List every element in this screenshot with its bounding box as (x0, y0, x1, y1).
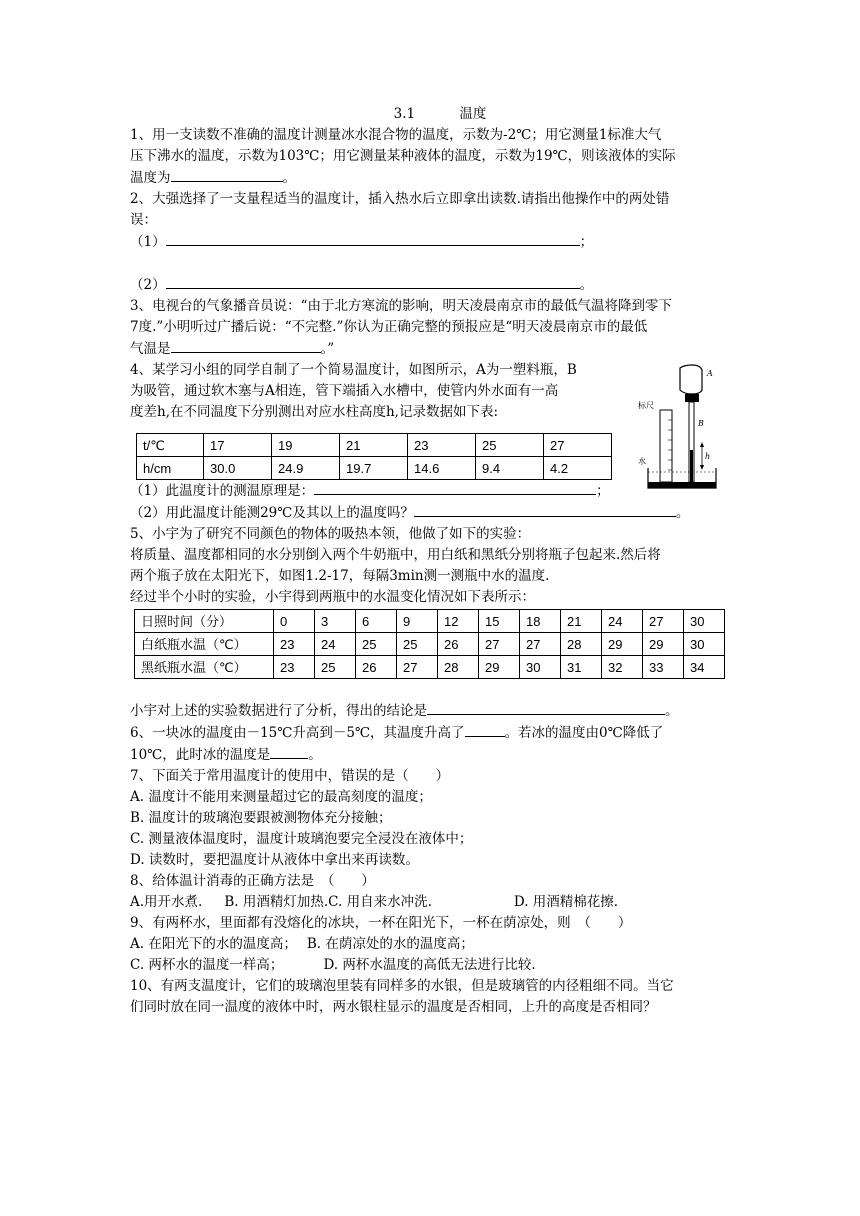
q8-options (130, 892, 730, 913)
question-8 (130, 871, 730, 913)
table-cell: 18 (520, 610, 561, 633)
table-row (135, 610, 725, 633)
answer-blank[interactable] (166, 231, 580, 246)
option-a[interactable]: A. 温度计不能用来测量超过它的最高刻度的温度； (130, 789, 432, 805)
q1-prefix: 温度为 (130, 170, 171, 186)
q5-line: 将质量、温度都相同的水分别倒入两个牛奶瓶中，用白纸和黑纸分别将瓶子包起来.然后将 (130, 547, 661, 563)
q6-text: 10℃，此时冰的温度是 (130, 747, 271, 763)
q6-text: 。若冰的温度由0℃降低了 (504, 725, 664, 741)
question-10 (130, 976, 730, 1018)
table-cell: 17 (204, 434, 272, 457)
q5-suffix: 。 (665, 703, 679, 719)
q4-line: 4、某学习小组的同学自制了一个简易温度计，如图所示，A为一塑料瓶，B (130, 362, 577, 378)
table-cell: 27 (544, 434, 612, 457)
table-cell: 30 (520, 656, 561, 679)
table-cell: 28 (438, 656, 479, 679)
question-9 (130, 913, 730, 976)
q2-item-2 (130, 274, 730, 296)
table-cell: 6 (356, 610, 397, 633)
table-cell: 24 (315, 633, 356, 656)
q4-line: 为吸管，通过软木塞与A相连，管下端插入水槽中，使管内外水面有一高 (130, 383, 559, 399)
q1-line: 压下沸水的温度，示数为103℃；用它测量某种液体的温度，示数为19℃，则该液体的实际 (130, 148, 676, 164)
table-cell: 黑纸瓶水温（℃） (135, 656, 274, 679)
q2-item-label: （1） (130, 234, 166, 250)
q5-line: 经过半个小时的实验，小宇得到两瓶中的水温变化情况如下表所示： (130, 589, 535, 605)
answer-blank[interactable] (465, 722, 505, 737)
worksheet-page (130, 104, 730, 1018)
q4-line: 度差h,在不同温度下分别测出对应水柱高度h,记录数据如下表: (130, 404, 499, 420)
table-cell: 24 (602, 610, 643, 633)
q5-line: 5、小宇为了研究不同颜色的物体的吸热本领，他做了如下的实验： (130, 526, 531, 542)
q4-sub-label: （2）用此温度计能测29℃及其以上的温度吗？ (130, 505, 414, 521)
table-cell: 23 (408, 434, 476, 457)
label-a: A (707, 369, 713, 378)
answer-blank[interactable] (414, 502, 676, 517)
q3-suffix: 。” (320, 341, 335, 357)
option-a[interactable]: A. 在阳光下的水的温度高； (130, 936, 297, 952)
spacer (130, 253, 730, 274)
answer-blank[interactable] (171, 338, 321, 353)
question-1 (130, 125, 730, 189)
label-ruler: 标尺 (638, 401, 654, 410)
question-2 (130, 189, 730, 296)
q9-options-row-1 (130, 934, 730, 955)
table-cell: 34 (684, 656, 725, 679)
table-cell: 26 (438, 633, 479, 656)
section-title: 温度 (459, 106, 487, 122)
option-a[interactable]: A.用开水煮. (130, 894, 203, 910)
table-cell: 33 (643, 656, 684, 679)
q4-sub-label: （1）此温度计的测温原理是： (130, 483, 315, 499)
q2-suffix: 。 (579, 277, 594, 293)
option-d[interactable]: D. 两杯水温度的高低无法进行比较. (323, 957, 536, 973)
ruler (660, 410, 672, 482)
table-cell: 12 (438, 610, 479, 633)
table-cell: 30 (684, 633, 725, 656)
table-row (135, 633, 725, 656)
thermometer-diagram (634, 364, 718, 494)
q5-data-table (134, 609, 725, 679)
q2-item-1 (130, 231, 730, 253)
table-cell: 26 (356, 656, 397, 679)
table-cell: 27 (520, 633, 561, 656)
q6-line-2 (130, 744, 730, 766)
table-cell: 32 (602, 656, 643, 679)
table-cell: 21 (561, 610, 602, 633)
answer-blank[interactable] (427, 700, 665, 715)
table-cell: 24.9 (272, 457, 340, 480)
q3-prefix: 气温是 (130, 341, 171, 357)
table-cell: 14.6 (408, 457, 476, 480)
q1-suffix: 。 (282, 170, 296, 186)
table-cell: 日照时间（分） (135, 610, 274, 633)
table-cell: 29 (643, 633, 684, 656)
option-b[interactable]: B. 在荫凉处的水的温度高； (306, 936, 474, 952)
q8-stem: 8、给体温计消毒的正确方法是 （ ） (130, 873, 375, 889)
q2-suffix: ； (579, 234, 594, 250)
table-cell: 4.2 (544, 457, 612, 480)
table-cell: 30 (684, 610, 725, 633)
table-cell: 25 (397, 633, 438, 656)
q6-text: 6、一块冰的温度由－15℃升高到－5℃，其温度升高了 (130, 725, 465, 741)
table-cell: 白纸瓶水温（℃） (135, 633, 274, 656)
question-7 (130, 766, 730, 871)
q10-line: 10、有两支温度计，它们的玻璃泡里装有同样多的水银，但是玻璃管的内径粗细不同。当它 (130, 978, 674, 994)
table-cell: 27 (479, 633, 520, 656)
option-c[interactable]: C. 测量液体温度时，温度计玻璃泡要完全浸没在液体中； (130, 831, 473, 847)
q9-stem: 9、有两杯水，里面都有没熔化的冰块，一杯在阳光下，一杯在荫凉处，则 （ ） (130, 915, 632, 931)
q10-line: 们同时放在同一温度的液体中时，两水银柱显示的温度是否相同，上升的高度是否相同？ (130, 999, 657, 1015)
q6-line-1 (130, 722, 730, 744)
water-column (690, 450, 693, 482)
table-cell: 29 (479, 656, 520, 679)
table-cell: 27 (397, 656, 438, 679)
table-cell: t/℃ (137, 434, 204, 457)
option-b[interactable]: B. 用酒精灯加热. (224, 894, 329, 910)
table-cell: 29 (602, 633, 643, 656)
table-cell: 27 (643, 610, 684, 633)
q9-options-row-2 (130, 955, 730, 976)
table-cell: 28 (561, 633, 602, 656)
option-b[interactable]: B. 温度计的玻璃泡要跟被测物体充分接触； (130, 810, 392, 826)
table-cell: 19.7 (340, 457, 408, 480)
cork (685, 394, 699, 402)
answer-blank[interactable] (166, 274, 580, 289)
table-cell: 31 (561, 656, 602, 679)
table-cell: 25 (356, 633, 397, 656)
bottle-a (680, 365, 702, 394)
table-row (137, 457, 612, 480)
q1-answer-line (130, 167, 730, 189)
question-5 (130, 524, 730, 722)
option-c[interactable]: C. 两杯水的温度一样高； (130, 957, 284, 973)
table-cell: 30.0 (204, 457, 272, 480)
table-row (137, 434, 612, 457)
table-cell: 23 (274, 656, 315, 679)
q5-conclusion (130, 700, 730, 722)
label-water: 水 (638, 457, 646, 466)
table-cell: h/cm (137, 457, 204, 480)
page-title (150, 104, 730, 125)
q2-item-label: （2） (130, 277, 166, 293)
table-cell: 9.4 (476, 457, 544, 480)
table-cell: 19 (272, 434, 340, 457)
answer-blank[interactable] (171, 167, 283, 182)
answer-blank[interactable] (314, 480, 596, 495)
q6-text: 。 (308, 747, 322, 763)
q2-line: 2、大强选择了一支量程适当的温度计，插入热水后立即拿出读数.请指出他操作中的两处错 (130, 191, 670, 207)
q4-data-table (136, 433, 612, 480)
table-cell: 25 (315, 656, 356, 679)
table-cell: 21 (340, 434, 408, 457)
section-number: 3.1 (393, 106, 416, 122)
label-h: h (705, 452, 711, 461)
question-6 (130, 722, 730, 766)
answer-blank[interactable] (270, 744, 308, 759)
option-d[interactable]: D. 读数时，要把温度计从液体中拿出来再读数。 (130, 852, 419, 868)
option-c[interactable]: C. 用自来水冲洗. (328, 894, 432, 910)
q4-suffix: ； (596, 483, 610, 499)
question-3 (130, 296, 730, 360)
option-d[interactable]: D. 用酒精棉花擦. (513, 894, 619, 910)
spacer (130, 679, 730, 700)
q7-stem: 7、下面关于常用温度计的使用中，错误的是（ ） (130, 768, 450, 784)
q3-line: 3、电视台的气象播音员说：“由于北方寒流的影响，明天凌晨南京市的最低气温将降到零下 (130, 298, 672, 314)
table-cell: 23 (274, 633, 315, 656)
table-cell: 0 (274, 610, 315, 633)
table-cell: 25 (476, 434, 544, 457)
q3-line: 7度.”小明听过广播后说：“不完整.”你认为正确完整的预报应是“明天凌晨南京市的最低 (130, 319, 648, 335)
q4-suffix: 。 (675, 505, 690, 521)
q4-sub-2 (130, 502, 730, 524)
q3-answer-line (130, 338, 730, 360)
q1-line: 1、用一支读数不准确的温度计测量冰水混合物的温度，示数为-2℃；用它测量1标准大气 (130, 127, 662, 143)
q5-conclusion-label: 小宇对上述的实验数据进行了分析，得出的结论是 (130, 703, 427, 719)
q5-line: 两个瓶子放在太阳光下，如图1.2-17，每隔3min测一测瓶中水的温度. (130, 568, 550, 584)
label-b: B (698, 419, 704, 428)
table-cell: 3 (315, 610, 356, 633)
table-cell: 9 (397, 610, 438, 633)
table-row (135, 656, 725, 679)
table-cell: 15 (479, 610, 520, 633)
q2-line: 误： (130, 212, 157, 228)
